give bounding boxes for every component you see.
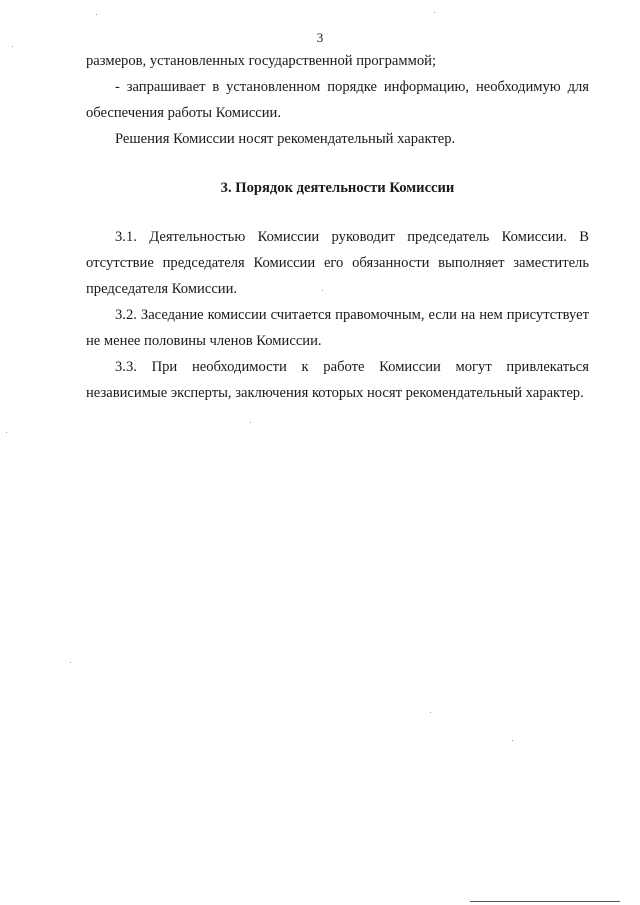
paragraph-continuation: размеров, установленных государственной программой; [86,53,437,69]
paragraph-decisions: Решения Комиссии носят рекомендательный характер. [115,131,456,147]
clause-3-1: 3.1. Деятельностью Комиссии руководит председатель Комиссии. В отсутствие председателя Комиссии его обязанности выполняет заместитель председателя Комиссии. [86,229,589,297]
scan-speck [512,740,513,741]
scan-speck [250,422,251,423]
scan-speck [322,290,323,291]
scan-speck [70,662,71,663]
scan-speck [434,12,435,13]
document-body [86,48,589,406]
clause-3-3: 3.3. При необходимости к работе Комиссии могут привлекаться независимые эксперты, заключения которых носят рекомендательный характер. [86,359,589,401]
page-number: 3 [316,30,324,45]
section-heading: 3. Порядок деятельности Комиссии [220,180,455,196]
scan-speck [12,46,13,47]
scan-speck [6,432,7,433]
scan-edge-line [470,901,620,902]
scan-speck [430,712,431,713]
scan-speck [96,14,97,15]
clause-3-2: 3.2. Заседание комиссии считается правомочным, если на нем присутствует не менее половины членов Комиссии. [86,307,589,349]
paragraph-request-info: - запрашивает в установленном порядке информацию, необходимую для обеспечения работы Комиссии. [86,79,589,121]
